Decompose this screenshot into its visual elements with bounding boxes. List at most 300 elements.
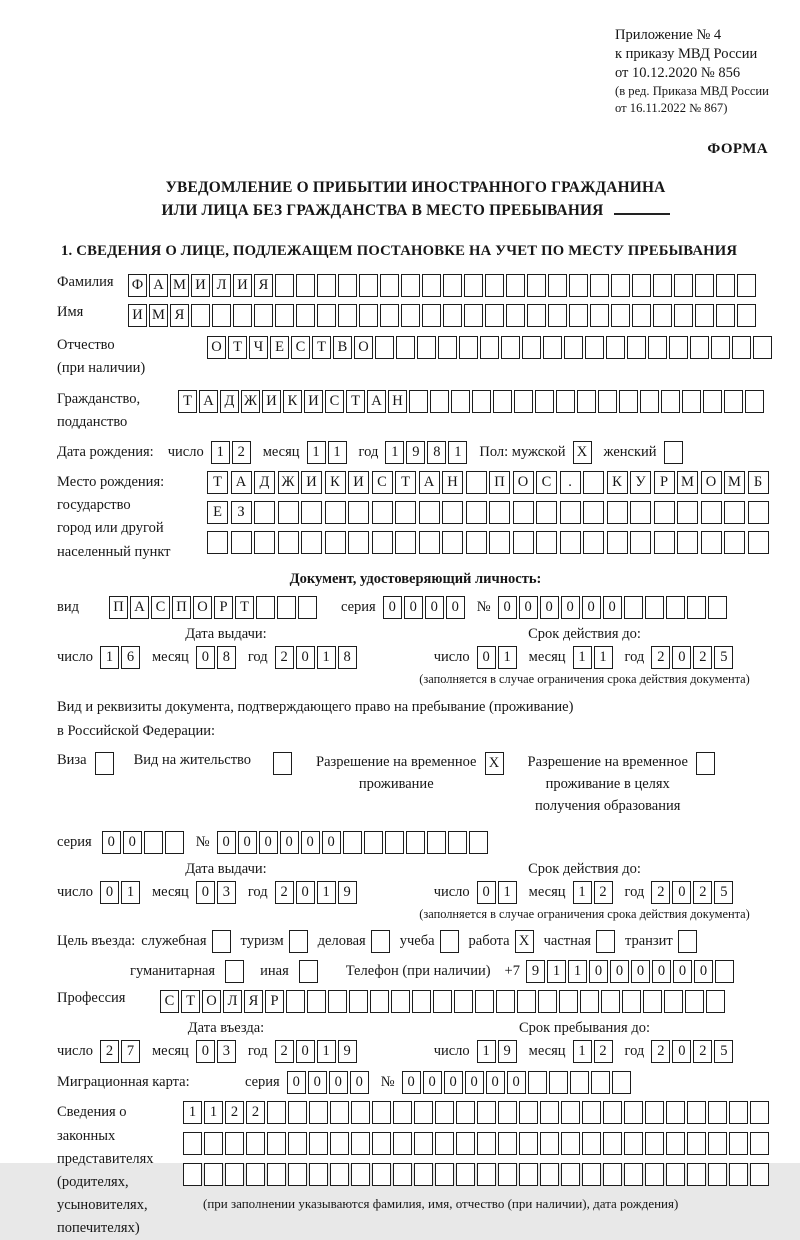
char-cell[interactable] <box>442 501 463 524</box>
char-cell[interactable]: 1 <box>183 1101 202 1124</box>
char-cell[interactable] <box>666 596 685 619</box>
char-cell[interactable]: 2 <box>651 646 670 669</box>
char-cell[interactable] <box>477 1163 496 1186</box>
char-cell[interactable]: 2 <box>693 646 712 669</box>
char-cell[interactable]: 1 <box>317 881 336 904</box>
char-cell[interactable] <box>385 831 404 854</box>
char-cell[interactable] <box>364 831 383 854</box>
char-cell[interactable]: 0 <box>404 596 423 619</box>
phone-field[interactable] <box>526 960 736 983</box>
char-cell[interactable]: 0 <box>603 596 622 619</box>
char-cell[interactable]: 2 <box>594 881 613 904</box>
char-cell[interactable] <box>451 390 470 413</box>
char-cell[interactable] <box>299 960 318 983</box>
char-cell[interactable] <box>687 1101 706 1124</box>
char-cell[interactable]: 1 <box>498 646 517 669</box>
char-cell[interactable] <box>669 336 688 359</box>
char-cell[interactable] <box>489 531 510 554</box>
char-cell[interactable] <box>301 501 322 524</box>
char-cell[interactable] <box>359 274 378 297</box>
char-cell[interactable] <box>391 990 410 1013</box>
char-cell[interactable] <box>716 304 735 327</box>
char-cell[interactable] <box>517 990 536 1013</box>
char-cell[interactable] <box>325 531 346 554</box>
char-cell[interactable]: 0 <box>217 831 236 854</box>
char-cell[interactable] <box>485 304 504 327</box>
char-cell[interactable] <box>687 1163 706 1186</box>
char-cell[interactable] <box>419 501 440 524</box>
char-cell[interactable] <box>317 304 336 327</box>
char-cell[interactable]: 2 <box>275 1040 294 1063</box>
char-cell[interactable]: 0 <box>296 1040 315 1063</box>
char-cell[interactable] <box>750 1101 769 1124</box>
char-cell[interactable]: 0 <box>672 646 691 669</box>
char-cell[interactable]: 2 <box>651 881 670 904</box>
char-cell[interactable] <box>708 1163 727 1186</box>
char-cell[interactable] <box>611 274 630 297</box>
char-cell[interactable] <box>351 1163 370 1186</box>
char-cell[interactable]: 0 <box>477 646 496 669</box>
char-cell[interactable] <box>513 531 534 554</box>
char-cell[interactable]: П <box>109 596 128 619</box>
char-cell[interactable]: 2 <box>246 1101 265 1124</box>
char-cell[interactable]: 7 <box>121 1040 140 1063</box>
char-cell[interactable]: 0 <box>123 831 142 854</box>
char-cell[interactable]: К <box>283 390 302 413</box>
char-cell[interactable]: 0 <box>196 881 215 904</box>
char-cell[interactable] <box>267 1101 286 1124</box>
char-cell[interactable]: 2 <box>693 1040 712 1063</box>
char-cell[interactable] <box>204 1163 223 1186</box>
char-cell[interactable] <box>729 1132 748 1155</box>
char-cell[interactable] <box>438 336 457 359</box>
char-cell[interactable] <box>607 501 628 524</box>
char-cell[interactable] <box>569 304 588 327</box>
char-cell[interactable] <box>395 501 416 524</box>
char-cell[interactable]: 0 <box>477 881 496 904</box>
char-cell[interactable] <box>393 1163 412 1186</box>
char-cell[interactable] <box>375 336 394 359</box>
char-cell[interactable] <box>677 531 698 554</box>
birth-year-field[interactable] <box>385 441 469 464</box>
char-cell[interactable] <box>372 501 393 524</box>
char-cell[interactable] <box>246 1132 265 1155</box>
char-cell[interactable] <box>561 1132 580 1155</box>
char-cell[interactable] <box>687 1132 706 1155</box>
char-cell[interactable] <box>501 336 520 359</box>
char-cell[interactable]: П <box>172 596 191 619</box>
char-cell[interactable] <box>278 501 299 524</box>
char-cell[interactable] <box>480 336 499 359</box>
char-cell[interactable] <box>582 1163 601 1186</box>
char-cell[interactable] <box>590 304 609 327</box>
char-cell[interactable]: И <box>304 390 323 413</box>
char-cell[interactable] <box>685 990 704 1013</box>
char-cell[interactable] <box>583 471 604 494</box>
char-cell[interactable]: 0 <box>444 1071 463 1094</box>
char-cell[interactable]: 1 <box>100 646 119 669</box>
char-cell[interactable] <box>624 1132 643 1155</box>
residence-expiry-month[interactable] <box>573 881 615 904</box>
char-cell[interactable] <box>582 1132 601 1155</box>
char-cell[interactable]: 1 <box>477 1040 496 1063</box>
char-cell[interactable]: 0 <box>519 596 538 619</box>
char-cell[interactable] <box>301 531 322 554</box>
char-cell[interactable] <box>307 990 326 1013</box>
char-cell[interactable] <box>664 990 683 1013</box>
char-cell[interactable] <box>564 336 583 359</box>
char-cell[interactable]: 0 <box>561 596 580 619</box>
char-cell[interactable] <box>288 1163 307 1186</box>
char-cell[interactable]: И <box>233 274 252 297</box>
char-cell[interactable] <box>601 990 620 1013</box>
char-cell[interactable] <box>430 390 449 413</box>
char-cell[interactable]: И <box>128 304 147 327</box>
char-cell[interactable]: М <box>724 471 745 494</box>
char-cell[interactable] <box>522 336 541 359</box>
representatives-row3[interactable] <box>183 1163 771 1186</box>
char-cell[interactable] <box>708 1132 727 1155</box>
purpose-official-checkbox[interactable] <box>212 930 233 953</box>
profession-field[interactable] <box>160 990 727 1013</box>
birth-place-row3[interactable] <box>207 531 771 554</box>
char-cell[interactable] <box>540 1163 559 1186</box>
char-cell[interactable] <box>456 1101 475 1124</box>
char-cell[interactable] <box>267 1163 286 1186</box>
char-cell[interactable]: 1 <box>594 646 613 669</box>
char-cell[interactable]: 1 <box>317 646 336 669</box>
char-cell[interactable] <box>708 1101 727 1124</box>
char-cell[interactable]: 2 <box>225 1101 244 1124</box>
char-cell[interactable]: X <box>485 752 504 775</box>
char-cell[interactable] <box>687 596 706 619</box>
char-cell[interactable] <box>748 531 769 554</box>
char-cell[interactable] <box>603 1163 622 1186</box>
char-cell[interactable]: О <box>202 990 221 1013</box>
char-cell[interactable] <box>645 1101 664 1124</box>
char-cell[interactable] <box>212 930 231 953</box>
char-cell[interactable]: 1 <box>317 1040 336 1063</box>
identity-expiry-year[interactable] <box>651 646 735 669</box>
birth-place-row1[interactable] <box>207 471 771 494</box>
char-cell[interactable] <box>475 990 494 1013</box>
char-cell[interactable] <box>419 531 440 554</box>
char-cell[interactable] <box>580 990 599 1013</box>
char-cell[interactable]: С <box>372 471 393 494</box>
char-cell[interactable] <box>560 531 581 554</box>
char-cell[interactable]: 1 <box>448 441 467 464</box>
char-cell[interactable] <box>607 531 628 554</box>
char-cell[interactable]: 0 <box>100 881 119 904</box>
char-cell[interactable] <box>536 501 557 524</box>
char-cell[interactable]: В <box>333 336 352 359</box>
char-cell[interactable]: Р <box>265 990 284 1013</box>
char-cell[interactable]: 1 <box>568 960 587 983</box>
char-cell[interactable]: 9 <box>406 441 425 464</box>
char-cell[interactable] <box>433 990 452 1013</box>
char-cell[interactable]: П <box>489 471 510 494</box>
char-cell[interactable]: 1 <box>385 441 404 464</box>
residence-permit-checkbox[interactable] <box>273 752 294 775</box>
char-cell[interactable]: С <box>325 390 344 413</box>
char-cell[interactable] <box>183 1163 202 1186</box>
char-cell[interactable]: Т <box>346 390 365 413</box>
identity-expiry-day[interactable] <box>477 646 519 669</box>
char-cell[interactable] <box>409 390 428 413</box>
char-cell[interactable]: 0 <box>280 831 299 854</box>
char-cell[interactable] <box>448 831 467 854</box>
char-cell[interactable] <box>591 1071 610 1094</box>
char-cell[interactable] <box>654 531 675 554</box>
char-cell[interactable] <box>275 274 294 297</box>
char-cell[interactable]: Р <box>654 471 675 494</box>
char-cell[interactable] <box>619 390 638 413</box>
purpose-tourism-checkbox[interactable] <box>289 930 310 953</box>
char-cell[interactable]: Е <box>270 336 289 359</box>
char-cell[interactable]: С <box>291 336 310 359</box>
visa-checkbox[interactable] <box>95 752 116 775</box>
char-cell[interactable] <box>288 1101 307 1124</box>
char-cell[interactable]: 1 <box>211 441 230 464</box>
purpose-other-checkbox[interactable] <box>299 960 320 983</box>
char-cell[interactable]: 2 <box>100 1040 119 1063</box>
char-cell[interactable]: 0 <box>589 960 608 983</box>
surname-field[interactable] <box>128 274 758 297</box>
char-cell[interactable] <box>701 501 722 524</box>
char-cell[interactable]: 2 <box>275 646 294 669</box>
char-cell[interactable] <box>627 336 646 359</box>
char-cell[interactable]: Ж <box>278 471 299 494</box>
char-cell[interactable]: 9 <box>338 1040 357 1063</box>
char-cell[interactable] <box>724 531 745 554</box>
char-cell[interactable] <box>435 1101 454 1124</box>
birth-day-field[interactable] <box>211 441 253 464</box>
char-cell[interactable] <box>372 1163 391 1186</box>
residence-series-field[interactable] <box>102 831 186 854</box>
char-cell[interactable]: Е <box>207 501 228 524</box>
char-cell[interactable] <box>514 390 533 413</box>
char-cell[interactable]: Я <box>170 304 189 327</box>
char-cell[interactable] <box>225 960 244 983</box>
char-cell[interactable] <box>380 304 399 327</box>
char-cell[interactable]: З <box>231 501 252 524</box>
char-cell[interactable] <box>466 471 487 494</box>
residence-issue-month[interactable] <box>196 881 238 904</box>
char-cell[interactable] <box>716 274 735 297</box>
char-cell[interactable]: 1 <box>307 441 326 464</box>
char-cell[interactable] <box>254 304 273 327</box>
char-cell[interactable] <box>372 531 393 554</box>
char-cell[interactable]: 9 <box>338 881 357 904</box>
char-cell[interactable]: 1 <box>573 646 592 669</box>
char-cell[interactable] <box>648 336 667 359</box>
char-cell[interactable] <box>583 531 604 554</box>
char-cell[interactable] <box>328 990 347 1013</box>
char-cell[interactable] <box>674 274 693 297</box>
char-cell[interactable]: 0 <box>582 596 601 619</box>
char-cell[interactable]: С <box>151 596 170 619</box>
char-cell[interactable] <box>414 1163 433 1186</box>
char-cell[interactable] <box>653 304 672 327</box>
char-cell[interactable] <box>95 752 114 775</box>
char-cell[interactable] <box>590 274 609 297</box>
char-cell[interactable]: 0 <box>673 960 692 983</box>
char-cell[interactable] <box>338 304 357 327</box>
char-cell[interactable] <box>225 1163 244 1186</box>
char-cell[interactable]: 0 <box>329 1071 348 1094</box>
char-cell[interactable] <box>359 304 378 327</box>
char-cell[interactable] <box>286 990 305 1013</box>
char-cell[interactable] <box>724 390 743 413</box>
char-cell[interactable] <box>380 274 399 297</box>
char-cell[interactable]: И <box>262 390 281 413</box>
char-cell[interactable]: 0 <box>383 596 402 619</box>
char-cell[interactable] <box>165 831 184 854</box>
char-cell[interactable] <box>349 990 368 1013</box>
char-cell[interactable] <box>561 1163 580 1186</box>
char-cell[interactable] <box>456 1132 475 1155</box>
residence-number-field[interactable] <box>217 831 490 854</box>
char-cell[interactable]: 0 <box>308 1071 327 1094</box>
char-cell[interactable] <box>212 304 231 327</box>
char-cell[interactable] <box>624 1101 643 1124</box>
char-cell[interactable]: М <box>677 471 698 494</box>
residence-issue-year[interactable] <box>275 881 359 904</box>
char-cell[interactable] <box>422 304 441 327</box>
char-cell[interactable] <box>583 501 604 524</box>
char-cell[interactable] <box>414 1132 433 1155</box>
char-cell[interactable] <box>435 1163 454 1186</box>
char-cell[interactable] <box>275 304 294 327</box>
char-cell[interactable]: О <box>207 336 226 359</box>
residence-issue-day[interactable] <box>100 881 142 904</box>
stay-year[interactable] <box>651 1040 735 1063</box>
char-cell[interactable] <box>309 1101 328 1124</box>
char-cell[interactable] <box>561 1101 580 1124</box>
char-cell[interactable] <box>737 274 756 297</box>
char-cell[interactable] <box>729 1101 748 1124</box>
char-cell[interactable]: А <box>231 471 252 494</box>
char-cell[interactable]: 2 <box>594 1040 613 1063</box>
char-cell[interactable] <box>298 596 317 619</box>
char-cell[interactable] <box>674 304 693 327</box>
char-cell[interactable] <box>289 930 308 953</box>
char-cell[interactable] <box>624 1163 643 1186</box>
char-cell[interactable] <box>330 1163 349 1186</box>
char-cell[interactable] <box>472 390 491 413</box>
char-cell[interactable] <box>477 1132 496 1155</box>
char-cell[interactable]: 0 <box>631 960 650 983</box>
char-cell[interactable] <box>603 1132 622 1155</box>
char-cell[interactable] <box>489 501 510 524</box>
char-cell[interactable]: 0 <box>540 596 559 619</box>
char-cell[interactable] <box>666 1101 685 1124</box>
char-cell[interactable] <box>317 274 336 297</box>
char-cell[interactable]: 0 <box>238 831 257 854</box>
char-cell[interactable] <box>690 336 709 359</box>
char-cell[interactable] <box>443 304 462 327</box>
char-cell[interactable] <box>496 990 515 1013</box>
char-cell[interactable]: Ч <box>249 336 268 359</box>
char-cell[interactable] <box>548 304 567 327</box>
identity-number-field[interactable] <box>498 596 729 619</box>
char-cell[interactable]: 0 <box>694 960 713 983</box>
char-cell[interactable] <box>348 501 369 524</box>
char-cell[interactable] <box>144 831 163 854</box>
char-cell[interactable]: 1 <box>573 881 592 904</box>
char-cell[interactable] <box>598 390 617 413</box>
char-cell[interactable] <box>654 501 675 524</box>
char-cell[interactable] <box>417 336 436 359</box>
char-cell[interactable]: Р <box>214 596 233 619</box>
char-cell[interactable]: 0 <box>322 831 341 854</box>
char-cell[interactable] <box>569 274 588 297</box>
char-cell[interactable] <box>570 1071 589 1094</box>
stay-month[interactable] <box>573 1040 615 1063</box>
char-cell[interactable] <box>477 1101 496 1124</box>
char-cell[interactable] <box>556 390 575 413</box>
char-cell[interactable] <box>443 274 462 297</box>
char-cell[interactable] <box>401 274 420 297</box>
residence-expiry-year[interactable] <box>651 881 735 904</box>
char-cell[interactable]: Ф <box>128 274 147 297</box>
char-cell[interactable] <box>543 336 562 359</box>
char-cell[interactable] <box>535 390 554 413</box>
char-cell[interactable]: 3 <box>217 1040 236 1063</box>
char-cell[interactable] <box>538 990 557 1013</box>
char-cell[interactable] <box>466 501 487 524</box>
char-cell[interactable] <box>296 274 315 297</box>
char-cell[interactable]: И <box>348 471 369 494</box>
char-cell[interactable] <box>412 990 431 1013</box>
char-cell[interactable] <box>440 930 459 953</box>
char-cell[interactable] <box>750 1132 769 1155</box>
char-cell[interactable] <box>406 831 425 854</box>
char-cell[interactable] <box>559 990 578 1013</box>
purpose-transit-checkbox[interactable] <box>678 930 699 953</box>
char-cell[interactable] <box>396 336 415 359</box>
char-cell[interactable] <box>498 1163 517 1186</box>
char-cell[interactable] <box>372 1101 391 1124</box>
char-cell[interactable]: Т <box>178 390 197 413</box>
char-cell[interactable]: 0 <box>259 831 278 854</box>
char-cell[interactable]: Т <box>235 596 254 619</box>
char-cell[interactable] <box>469 831 488 854</box>
char-cell[interactable] <box>640 390 659 413</box>
char-cell[interactable] <box>653 274 672 297</box>
char-cell[interactable]: 2 <box>275 881 294 904</box>
char-cell[interactable] <box>750 1163 769 1186</box>
char-cell[interactable] <box>645 1132 664 1155</box>
entry-month[interactable] <box>196 1040 238 1063</box>
char-cell[interactable] <box>643 990 662 1013</box>
char-cell[interactable]: 1 <box>328 441 347 464</box>
char-cell[interactable]: Л <box>223 990 242 1013</box>
char-cell[interactable] <box>611 304 630 327</box>
char-cell[interactable]: 3 <box>217 881 236 904</box>
char-cell[interactable]: 8 <box>338 646 357 669</box>
char-cell[interactable] <box>695 304 714 327</box>
char-cell[interactable] <box>708 596 727 619</box>
char-cell[interactable]: А <box>149 274 168 297</box>
char-cell[interactable] <box>519 1101 538 1124</box>
char-cell[interactable]: 2 <box>232 441 251 464</box>
char-cell[interactable] <box>528 1071 547 1094</box>
char-cell[interactable]: 0 <box>652 960 671 983</box>
char-cell[interactable]: 0 <box>425 596 444 619</box>
char-cell[interactable] <box>661 390 680 413</box>
purpose-business-checkbox[interactable] <box>371 930 392 953</box>
